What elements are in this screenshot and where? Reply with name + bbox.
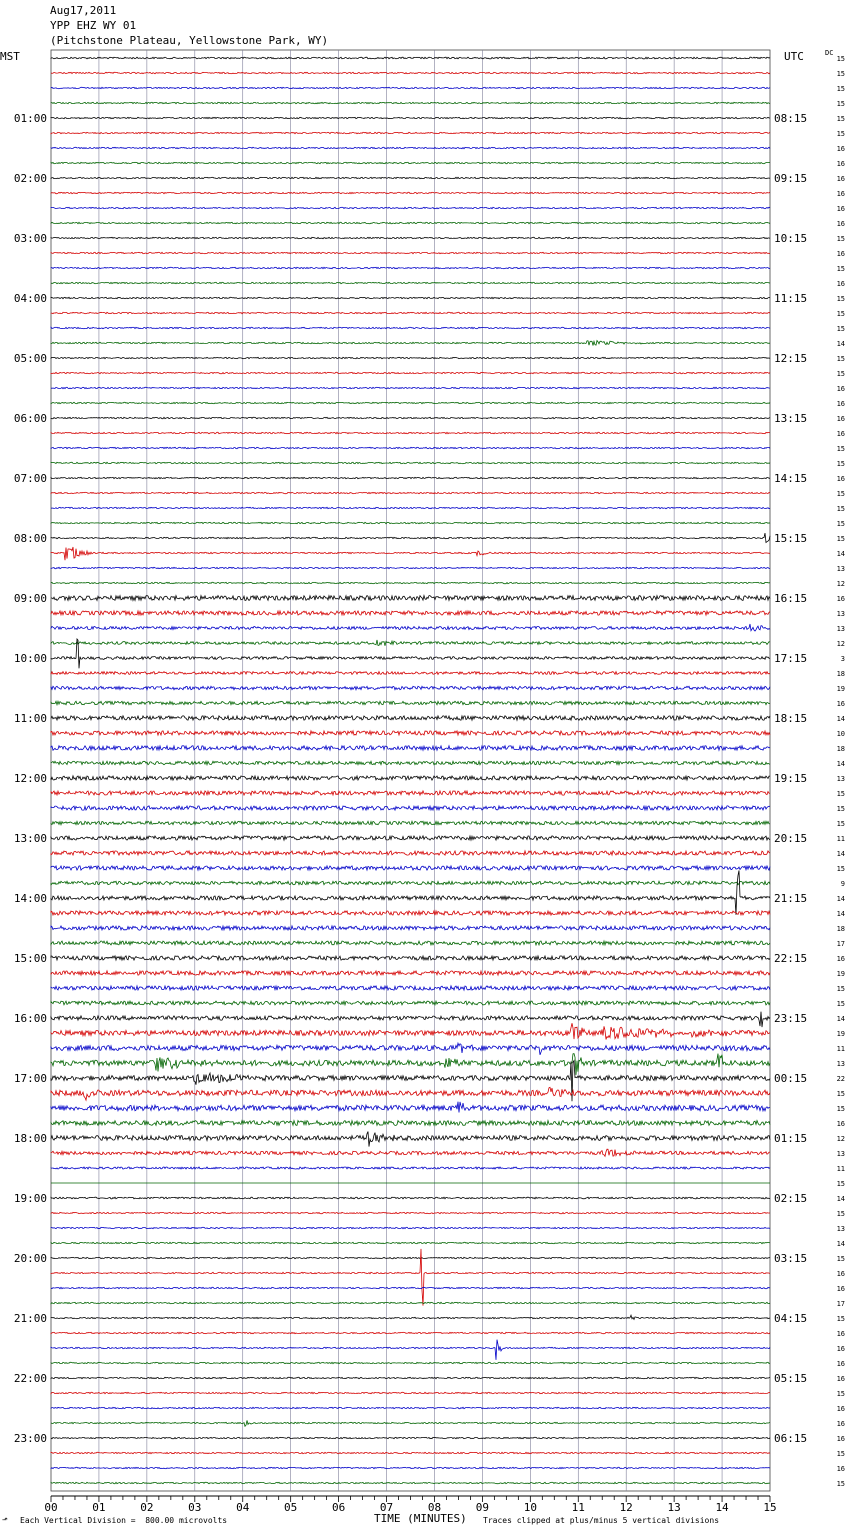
trace-row bbox=[51, 267, 770, 268]
trace-value-label: 13 bbox=[836, 775, 845, 783]
trace-row bbox=[51, 1227, 770, 1228]
trace-value-label: 14 bbox=[836, 1015, 845, 1023]
trace-row bbox=[51, 611, 770, 615]
trace-value-label: 11 bbox=[836, 1045, 845, 1053]
x-axis-title: TIME (MINUTES) bbox=[374, 1512, 467, 1525]
trace-value-label: 15 bbox=[836, 1000, 845, 1008]
trace-row bbox=[51, 851, 770, 855]
trace-row bbox=[51, 102, 770, 103]
trace-value-label: 16 bbox=[836, 1435, 845, 1443]
trace-value-label: 15 bbox=[836, 535, 845, 543]
corner-mark: ⬏ bbox=[2, 1516, 8, 1524]
trace-row bbox=[51, 881, 770, 884]
trace-row bbox=[51, 926, 770, 930]
trace-row bbox=[51, 1212, 770, 1213]
trace-row bbox=[51, 207, 770, 208]
trace-value-label: 16 bbox=[836, 595, 845, 603]
left-hour-label: 15:00 bbox=[13, 952, 47, 965]
trace-value-label: 16 bbox=[836, 400, 845, 408]
trace-value-label: 14 bbox=[836, 1240, 845, 1248]
trace-row bbox=[51, 1377, 770, 1378]
trace-row bbox=[51, 341, 770, 346]
trace-value-label: 12 bbox=[836, 640, 845, 648]
x-tick-label: 09 bbox=[475, 1501, 490, 1514]
x-tick-label: 13 bbox=[667, 1501, 681, 1514]
trace-row bbox=[51, 1043, 770, 1055]
trace-row bbox=[51, 1149, 770, 1156]
trace-row bbox=[51, 117, 770, 118]
trace-value-label: 17 bbox=[836, 940, 845, 948]
trace-value-label: 19 bbox=[836, 1030, 845, 1038]
x-tick-label: 11 bbox=[571, 1501, 585, 1514]
right-hour-label: 02:15 bbox=[774, 1192, 808, 1205]
trace-value-label: 15 bbox=[836, 445, 845, 453]
left-hour-label: 13:00 bbox=[13, 832, 47, 845]
trace-row bbox=[51, 282, 770, 283]
right-hour-label: 13:15 bbox=[774, 412, 808, 425]
x-tick-label: 08 bbox=[427, 1501, 442, 1514]
left-hour-label: 03:00 bbox=[13, 232, 47, 245]
trace-value-label: 15 bbox=[836, 130, 845, 138]
right-hour-label: 11:15 bbox=[774, 292, 808, 305]
trace-value-label: 15 bbox=[836, 820, 845, 828]
scale-note: Each Vertical Division = 800.00 microvolts bbox=[20, 1516, 228, 1525]
right-hour-label: 16:15 bbox=[774, 592, 808, 605]
left-hour-label: 04:00 bbox=[13, 292, 47, 305]
trace-value-label: 15 bbox=[836, 490, 845, 498]
trace-row bbox=[51, 222, 770, 223]
trace-value-label: 15 bbox=[836, 55, 845, 63]
trace-row bbox=[51, 1437, 770, 1438]
trace-value-label: 12 bbox=[836, 1135, 845, 1143]
trace-value-label: 15 bbox=[836, 325, 845, 333]
trace-value-label: 15 bbox=[836, 1255, 845, 1263]
right-hour-label: 15:15 bbox=[774, 532, 808, 545]
trace-value-label: 16 bbox=[836, 175, 845, 183]
trace-row bbox=[51, 1287, 770, 1288]
x-tick-label: 04 bbox=[236, 1501, 250, 1514]
trace-value-label: 14 bbox=[836, 760, 845, 768]
trace-row bbox=[51, 1257, 770, 1258]
dc-label: DC bbox=[825, 49, 834, 57]
trace-value-label: 18 bbox=[836, 745, 845, 753]
trace-value-label: 16 bbox=[836, 1360, 845, 1368]
trace-value-label: 14 bbox=[836, 850, 845, 858]
trace-row bbox=[51, 624, 770, 631]
trace-row bbox=[51, 871, 770, 915]
trace-row bbox=[51, 387, 770, 388]
trace-value-label: 14 bbox=[836, 910, 845, 918]
trace-row bbox=[51, 1452, 770, 1453]
trace-value-label: 14 bbox=[836, 1195, 845, 1203]
right-hour-label: 05:15 bbox=[774, 1372, 808, 1385]
trace-row bbox=[51, 776, 770, 780]
trace-value-label: 15 bbox=[836, 520, 845, 528]
trace-value-label: 11 bbox=[836, 1165, 845, 1173]
x-tick-label: 15 bbox=[763, 1501, 777, 1514]
trace-row bbox=[51, 791, 770, 795]
x-tick-label: 05 bbox=[284, 1501, 298, 1514]
plot-frame bbox=[51, 50, 770, 1491]
trace-row bbox=[51, 177, 770, 178]
trace-row bbox=[51, 716, 770, 720]
trace-row bbox=[51, 911, 770, 915]
trace-value-label: 17 bbox=[836, 1300, 845, 1308]
trace-row bbox=[51, 522, 770, 523]
right-hour-label: 22:15 bbox=[774, 952, 808, 965]
trace-row bbox=[51, 1420, 770, 1426]
trace-value-label: 9 bbox=[840, 880, 845, 888]
trace-value-label: 13 bbox=[836, 1060, 845, 1068]
trace-row bbox=[51, 806, 770, 810]
trace-row bbox=[51, 836, 770, 840]
trace-value-label: 15 bbox=[836, 355, 845, 363]
trace-value-label: 15 bbox=[836, 460, 845, 468]
left-hour-label: 14:00 bbox=[13, 892, 47, 905]
trace-value-label: 10 bbox=[836, 730, 845, 738]
trace-value-label: 15 bbox=[836, 295, 845, 303]
right-hour-label: 19:15 bbox=[774, 772, 808, 785]
left-hour-label: 02:00 bbox=[13, 172, 47, 185]
trace-value-label: 15 bbox=[836, 1450, 845, 1458]
trace-row bbox=[51, 1482, 770, 1483]
trace-value-label: 16 bbox=[836, 280, 845, 288]
trace-value-label: 14 bbox=[836, 550, 845, 558]
trace-row bbox=[51, 1012, 770, 1027]
trace-value-label: 13 bbox=[836, 610, 845, 618]
trace-row bbox=[51, 312, 770, 313]
trace-row bbox=[51, 582, 770, 583]
trace-value-label: 12 bbox=[836, 580, 845, 588]
trace-value-label: 16 bbox=[836, 1270, 845, 1278]
trace-value-label: 13 bbox=[836, 625, 845, 633]
trace-row bbox=[51, 1102, 770, 1113]
trace-row bbox=[51, 672, 770, 675]
trace-row bbox=[51, 567, 770, 568]
trace-value-label: 16 bbox=[836, 205, 845, 213]
trace-value-label: 15 bbox=[836, 70, 845, 78]
trace-value-label: 15 bbox=[836, 85, 845, 93]
right-hour-label: 17:15 bbox=[774, 652, 808, 665]
trace-value-label: 19 bbox=[836, 970, 845, 978]
trace-value-label: 15 bbox=[836, 1210, 845, 1218]
trace-row bbox=[51, 507, 770, 508]
trace-row bbox=[51, 237, 770, 238]
trace-row bbox=[51, 57, 770, 59]
trace-value-label: 15 bbox=[836, 790, 845, 798]
trace-row bbox=[51, 596, 770, 601]
trace-row bbox=[51, 87, 770, 88]
trace-row bbox=[51, 1001, 770, 1005]
trace-row bbox=[51, 866, 770, 870]
trace-value-label: 14 bbox=[836, 715, 845, 723]
trace-row bbox=[51, 162, 770, 163]
station-location: (Pitchstone Plateau, Yellowstone Park, WY) bbox=[50, 34, 329, 47]
trace-value-label: 15 bbox=[836, 1090, 845, 1098]
trace-value-label: 14 bbox=[836, 340, 845, 348]
trace-value-label: 18 bbox=[836, 670, 845, 678]
trace-value-label: 16 bbox=[836, 1330, 845, 1338]
trace-row bbox=[51, 686, 770, 689]
right-hour-label: 06:15 bbox=[774, 1432, 808, 1445]
trace-value-label: 22 bbox=[836, 1075, 845, 1083]
trace-row bbox=[51, 746, 770, 750]
trace-row bbox=[51, 1132, 770, 1147]
trace-value-label: 15 bbox=[836, 865, 845, 873]
trace-row bbox=[51, 147, 770, 148]
left-hour-label: 17:00 bbox=[13, 1072, 47, 1085]
trace-value-label: 15 bbox=[836, 310, 845, 318]
trace-value-label: 16 bbox=[836, 250, 845, 258]
left-hour-label: 23:00 bbox=[13, 1432, 47, 1445]
trace-row bbox=[51, 432, 770, 433]
trace-row bbox=[51, 1087, 770, 1100]
trace-value-label: 15 bbox=[836, 805, 845, 813]
right-hour-label: 23:15 bbox=[774, 1012, 808, 1025]
trace-row bbox=[51, 132, 770, 133]
left-hour-label: 06:00 bbox=[13, 412, 47, 425]
trace-value-label: 16 bbox=[836, 430, 845, 438]
trace-row bbox=[51, 1121, 770, 1126]
trace-row bbox=[51, 956, 770, 960]
trace-value-label: 11 bbox=[836, 835, 845, 843]
trace-value-label: 15 bbox=[836, 1390, 845, 1398]
left-hour-label: 18:00 bbox=[13, 1132, 47, 1145]
clip-note: Traces clipped at plus/minus 5 vertical divisions bbox=[483, 1516, 720, 1525]
x-tick-label: 10 bbox=[523, 1501, 537, 1514]
trace-value-label: 13 bbox=[836, 1225, 845, 1233]
trace-value-label: 19 bbox=[836, 685, 845, 693]
trace-row bbox=[51, 72, 770, 73]
trace-row bbox=[51, 1467, 770, 1468]
right-hour-label: 00:15 bbox=[774, 1072, 808, 1085]
x-tick-label: 02 bbox=[140, 1501, 154, 1514]
trace-value-label: 16 bbox=[836, 385, 845, 393]
trace-row bbox=[51, 1023, 770, 1039]
trace-row bbox=[51, 462, 770, 463]
x-tick-label: 14 bbox=[715, 1501, 729, 1514]
trace-value-label: 15 bbox=[836, 370, 845, 378]
x-tick-label: 01 bbox=[92, 1501, 106, 1514]
trace-value-label: 16 bbox=[836, 1120, 845, 1128]
trace-row bbox=[51, 492, 770, 493]
trace-value-label: 15 bbox=[836, 505, 845, 513]
right-hour-label: 10:15 bbox=[774, 232, 808, 245]
left-axis-label: MST bbox=[0, 50, 20, 63]
left-hour-label: 05:00 bbox=[13, 352, 47, 365]
trace-row bbox=[51, 971, 770, 975]
left-hour-label: 12:00 bbox=[13, 772, 47, 785]
trace-value-label: 15 bbox=[836, 265, 845, 273]
trace-row bbox=[51, 1340, 770, 1360]
trace-value-label: 15 bbox=[836, 1180, 845, 1188]
x-tick-label: 06 bbox=[331, 1501, 346, 1514]
trace-row bbox=[51, 1392, 770, 1393]
left-hour-label: 16:00 bbox=[13, 1012, 47, 1025]
trace-value-label: 16 bbox=[836, 475, 845, 483]
right-hour-label: 08:15 bbox=[774, 112, 808, 125]
trace-value-label: 13 bbox=[836, 1150, 845, 1158]
x-tick-label: 03 bbox=[188, 1501, 202, 1514]
trace-row bbox=[51, 986, 770, 990]
trace-row bbox=[51, 477, 770, 478]
trace-value-label: 15 bbox=[836, 985, 845, 993]
trace-value-label: 14 bbox=[836, 895, 845, 903]
trace-row bbox=[51, 417, 770, 418]
trace-row bbox=[51, 761, 770, 764]
trace-row bbox=[51, 1242, 770, 1243]
trace-row bbox=[51, 192, 770, 193]
right-hour-label: 03:15 bbox=[774, 1252, 808, 1265]
right-hour-label: 12:15 bbox=[774, 352, 808, 365]
trace-row bbox=[51, 1407, 770, 1408]
trace-row bbox=[51, 1197, 770, 1199]
left-hour-label: 10:00 bbox=[13, 652, 47, 665]
trace-row bbox=[51, 402, 770, 403]
plot-date: Aug17,2011 bbox=[50, 4, 117, 17]
trace-value-label: 15 bbox=[836, 1105, 845, 1113]
trace-row bbox=[51, 327, 770, 328]
trace-row bbox=[51, 357, 770, 358]
trace-row bbox=[51, 372, 770, 373]
trace-value-label: 15 bbox=[836, 1315, 845, 1323]
trace-row bbox=[51, 547, 770, 560]
trace-row bbox=[51, 533, 770, 542]
right-hour-label: 04:15 bbox=[774, 1312, 808, 1325]
trace-value-label: 15 bbox=[836, 100, 845, 108]
trace-value-label: 16 bbox=[836, 190, 845, 198]
trace-row bbox=[51, 941, 770, 945]
station-code: YPP EHZ WY 01 bbox=[50, 19, 137, 32]
trace-value-label: 16 bbox=[836, 700, 845, 708]
trace-row bbox=[51, 640, 770, 646]
trace-row bbox=[51, 297, 770, 298]
trace-value-label: 16 bbox=[836, 220, 845, 228]
trace-value-label: 16 bbox=[836, 1465, 845, 1473]
right-hour-label: 14:15 bbox=[774, 472, 808, 485]
trace-value-label: 15 bbox=[836, 115, 845, 123]
trace-row bbox=[51, 1332, 770, 1333]
trace-row bbox=[51, 1167, 770, 1169]
trace-value-label: 16 bbox=[836, 1420, 845, 1428]
right-hour-label: 21:15 bbox=[774, 892, 808, 905]
right-hour-label: 18:15 bbox=[774, 712, 808, 725]
trace-row bbox=[51, 1054, 770, 1075]
trace-row bbox=[51, 731, 770, 735]
left-hour-label: 22:00 bbox=[13, 1372, 47, 1385]
trace-value-label: 16 bbox=[836, 955, 845, 963]
left-hour-label: 09:00 bbox=[13, 592, 47, 605]
trace-value-label: 13 bbox=[836, 565, 845, 573]
left-hour-label: 20:00 bbox=[13, 1252, 47, 1265]
trace-row bbox=[51, 821, 770, 824]
trace-value-label: 16 bbox=[836, 1285, 845, 1293]
right-hour-label: 09:15 bbox=[774, 172, 808, 185]
trace-value-label: 16 bbox=[836, 1405, 845, 1413]
trace-row bbox=[51, 1315, 770, 1319]
trace-value-label: 16 bbox=[836, 1345, 845, 1353]
trace-value-label: 15 bbox=[836, 235, 845, 243]
trace-value-label: 18 bbox=[836, 925, 845, 933]
left-hour-label: 21:00 bbox=[13, 1312, 47, 1325]
trace-value-label: 16 bbox=[836, 1375, 845, 1383]
trace-row bbox=[51, 1362, 770, 1363]
left-hour-label: 08:00 bbox=[13, 532, 47, 545]
left-hour-label: 11:00 bbox=[13, 712, 47, 725]
left-hour-label: 07:00 bbox=[13, 472, 47, 485]
trace-row bbox=[51, 1302, 770, 1303]
x-tick-label: 12 bbox=[619, 1501, 633, 1514]
trace-value-label: 16 bbox=[836, 145, 845, 153]
trace-row bbox=[51, 447, 770, 448]
right-hour-label: 01:15 bbox=[774, 1132, 808, 1145]
x-tick-label: 00 bbox=[44, 1501, 58, 1514]
trace-value-label: 16 bbox=[836, 160, 845, 168]
x-tick-label: 07 bbox=[379, 1501, 394, 1514]
left-hour-label: 19:00 bbox=[13, 1192, 47, 1205]
trace-value-label: 3 bbox=[840, 655, 845, 663]
trace-value-label: 15 bbox=[836, 1480, 845, 1488]
left-hour-label: 01:00 bbox=[13, 112, 47, 125]
trace-row bbox=[51, 252, 770, 253]
trace-row bbox=[51, 701, 770, 704]
trace-value-label: 16 bbox=[836, 415, 845, 423]
right-hour-label: 20:15 bbox=[774, 832, 808, 845]
right-axis-label: UTC bbox=[784, 50, 804, 63]
